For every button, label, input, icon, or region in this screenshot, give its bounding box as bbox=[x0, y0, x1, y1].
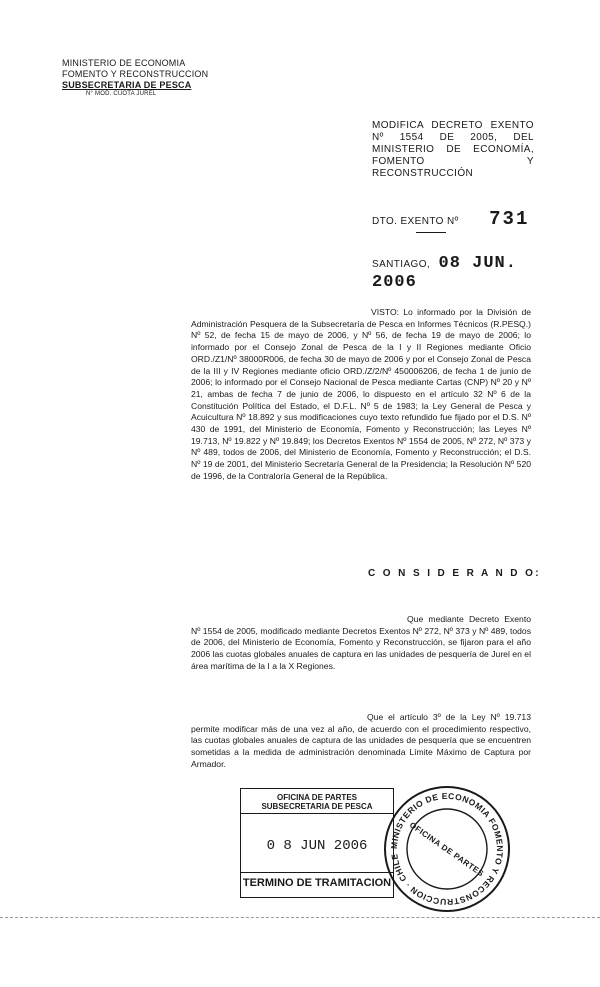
stamp-footer: TERMINO DE TRAMITACION bbox=[241, 872, 393, 889]
ministry-round-seal bbox=[380, 782, 514, 916]
seal-ring-path: MINISTERIO DE ECONOMIA FOMENTO Y RECONSTRUCCION · CHILE bbox=[388, 790, 506, 908]
oficina-partes-stamp bbox=[240, 788, 394, 898]
scan-edge-line bbox=[0, 917, 600, 918]
decree-number: 731 bbox=[489, 208, 530, 230]
stamp-date: 0 8 JUN 2006 bbox=[266, 838, 368, 854]
subsecretaria-line: SUBSECRETARIA DE PESCA bbox=[62, 80, 192, 90]
visto-text: Lo informado por la División de Administración Pesquera de la Subsecretaría de Pesca en Informes Técnicos (R.PESQ.) Nº 52, de fecha 15 de mayo de 2006, y Nº 56, de fecha 19 de mayo de 2006; lo informado por el Consejo Zonal de Pesca de la I y II Regiones mediante Oficio ORD./Z1/Nº 38000R006, de fecha 30 de mayo de 2006 y por el Consejo Zonal de Pesca de la III y IV Regiones mediante oficio ORD./Z/2/Nº 450006206, de fecha 1 de junio de 2006; lo informado por el Consejo Nacional de Pesca mediante Cartas (CNP) Nº 20 y Nº 21, ambas de fecha 7 de junio de 2006, lo dispuesto en el artículo 32 Nº 6 de la Constitución Política del Estado, el D.F.L. Nº 5 de 1983; la Ley General de Pesca y Acuicultura Nº 18.892 y sus modificaciones cuyo texto refundido fue fijado por el D.S. Nº 430 de 1991, del Ministerio de Economía, Fomento y Reconstrucción; las Leyes Nº 19.713, Nº 19.822 y Nº 19.849; los Decretos Exentos Nº 1554 de 2005, Nº 272, Nº 373 y Nº 489, todos de 2006, del Ministerio de Economía, Fomento y Reconstrucción; el D.S. Nº 19 de 2001, del Ministerio Secretaría General de la Presidencia; la Resolución Nº 520 de 1996, de la Contraloría General de la República. bbox=[191, 307, 532, 481]
ministry-header bbox=[62, 58, 232, 98]
considerando-paragraph-2 bbox=[191, 712, 531, 771]
considerando-p1-text: Que mediante Decreto Exento Nº 1554 de 2005, modificado mediante Decretos Exentos Nº 272, Nº 373 y Nº 489, todos de 2006, del Ministerio de Economía, Fomento y Reconstrucción, se fijaron para el año 2006 las cuotas globales anuales de captura en las unidades de pesquería de Jurel en el área marítima de la I a la X Regiones. bbox=[191, 614, 531, 671]
considerando-paragraph-1 bbox=[191, 614, 531, 673]
decree-number-row bbox=[372, 208, 542, 230]
visto-lead: VISTO: bbox=[371, 307, 400, 317]
place-label: SANTIAGO, bbox=[372, 259, 431, 270]
number-underline bbox=[416, 232, 446, 233]
considerando-heading: C O N S I D E R A N D O: bbox=[368, 568, 541, 579]
stamp-line1: OFICINA DE PARTES bbox=[276, 793, 357, 802]
ministry-line2: FOMENTO Y RECONSTRUCCION bbox=[62, 69, 209, 79]
decree-label: DTO. EXENTO Nº bbox=[372, 216, 459, 227]
document-title: MODIFICA DECRETO EXENTO Nº 1554 DE 2005, DEL MINISTERIO DE ECONOMÍA, FOMENTO Y RECONSTRUCCIÓN bbox=[372, 120, 534, 179]
considerando-p2-text: Que el artículo 3º de la Ley Nº 19.713 permite modificar más de una vez al año, de acuerdo con el procedimiento respectivo, las cuotas globales anuales de captura de las unidades de pesquería que se encuentren sometidas a la medida de administración denominada Límite Máximo de Captura por Armador. bbox=[191, 712, 531, 769]
decree-date-row bbox=[372, 254, 572, 292]
decree-date: 08 JUN. 2006 bbox=[372, 254, 517, 292]
reference-line: N° MOD. CUOTA JUREL bbox=[86, 91, 157, 97]
ministry-line1: MINISTERIO DE ECONOMIA bbox=[62, 58, 186, 68]
seal-center-text: OFICINA DE PARTES bbox=[407, 820, 486, 879]
stamp-line2: SUBSECRETARIA DE PESCA bbox=[241, 802, 393, 814]
visto-paragraph bbox=[191, 307, 531, 483]
